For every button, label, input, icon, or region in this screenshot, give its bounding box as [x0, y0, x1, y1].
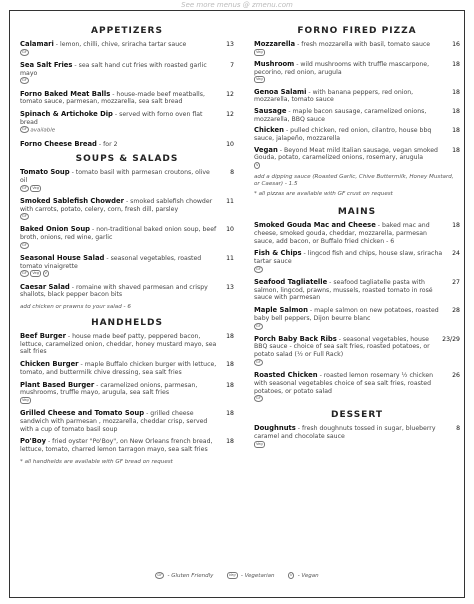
item-name: Fish & Chips [254, 249, 302, 258]
menu-item [254, 279, 460, 302]
item-name: Seasonal House Salad [20, 254, 105, 263]
dessert-section [254, 409, 460, 449]
item-price: 26 [452, 372, 460, 380]
dietary-badges [254, 76, 444, 84]
item-price: 8 [456, 425, 460, 433]
dietary-badges [254, 441, 444, 449]
item-name: Mushroom [254, 59, 295, 68]
item-description: - for 2 [96, 140, 118, 148]
item-name: Porch Baby Back Ribs [254, 334, 337, 343]
gluten-friendly-icon: GF [256, 266, 261, 271]
item-name: Spinach & Artichoke Dip [20, 109, 113, 118]
item-name: Po'Boy [20, 437, 47, 446]
menu-item [20, 198, 234, 222]
legend-v-label: - Vegan [297, 573, 319, 579]
item-price: 18 [452, 127, 460, 135]
gluten-friendly-icon: GF [22, 214, 27, 219]
gluten-friendly-icon: GF [256, 396, 261, 401]
item-price: 28 [452, 307, 460, 315]
pizza-section [254, 25, 460, 198]
menu-item [20, 382, 234, 406]
item-price: 18 [226, 438, 234, 446]
dietary-badges [254, 359, 444, 367]
watermark: See more menus @ zmenu.com [181, 1, 293, 9]
item-price: 7 [230, 61, 234, 69]
item-description: - house made beef patty, peppered bacon, lettuce, caramelized onion, cheddar, honey mustard mayo, sea salt fries [20, 333, 217, 356]
section-note: add a dipping sauce (Roasted Garlic, Chive Buttermilk, Honey Mustard, or Caesar) - 1.5 [254, 174, 454, 188]
menu-item [254, 250, 460, 274]
item-description: - lemon, chilli, chive, sriracha tartar sauce [53, 41, 187, 48]
dietary-badges [254, 162, 444, 170]
menu-item [254, 336, 460, 367]
vegetarian-icon: Veg [256, 49, 263, 54]
item-name: Tomato Soup [20, 168, 70, 177]
section-title: FORNO FIRED PIZZA [297, 26, 417, 36]
section-title: HANDHELDS [91, 318, 163, 329]
vegetarian-icon: Veg [22, 398, 29, 402]
item-name: Mozzarella [254, 40, 296, 48]
dietary-badges [20, 270, 218, 278]
menu-item [20, 410, 234, 433]
item-price: 10 [226, 226, 234, 234]
vegan-icon: V [256, 163, 259, 168]
menu-item [20, 41, 234, 57]
gluten-friendly-icon: GF [22, 78, 27, 83]
soups-salads-section [20, 153, 234, 311]
vegetarian-icon: Veg [256, 77, 263, 82]
item-description: - house-made beef meatballs, tomato sauce, parmesan, mozzarella, sea salt bread [20, 90, 205, 106]
item-price: 8 [230, 169, 234, 177]
item-name: Beef Burger [20, 332, 66, 341]
item-name: Forno Baked Meat Balls [20, 89, 111, 98]
item-description: - grilled cheese sandwich with parmesan , mozzarella, cheddar crisp, served with a cup of tomato basil soup [20, 410, 208, 433]
item-description: - seasonal vegetables, roasted tomato vinaigrette [20, 255, 202, 270]
gluten-friendly-icon: GF [157, 573, 163, 577]
gluten-friendly-icon: GF [256, 359, 261, 364]
menu-item [254, 41, 460, 57]
menu-item [254, 372, 460, 403]
menu-item [20, 62, 234, 86]
item-price: 10 [226, 140, 234, 148]
section-title: SOUPS & SALADS [75, 154, 179, 165]
item-price: 18 [452, 146, 460, 154]
item-price: 18 [226, 361, 234, 369]
item-price: 16 [452, 41, 460, 48]
item-price: 18 [226, 333, 234, 341]
vegetarian-icon: Veg [228, 573, 236, 577]
menu-item [254, 89, 460, 104]
item-price: 13 [226, 41, 234, 48]
item-name: Doughnuts [254, 424, 296, 433]
item-price: 18 [452, 222, 460, 230]
item-price: 11 [226, 197, 234, 205]
menu-item [20, 438, 234, 453]
item-name: Sausage [254, 106, 287, 115]
vegetarian-icon: Veg [32, 185, 40, 190]
legend-veg-label: - Vegetarian [240, 573, 275, 579]
menu-item [20, 169, 234, 193]
dietary-badges [254, 49, 444, 57]
dietary-badges [20, 126, 218, 135]
item-price: 23/29 [442, 335, 460, 343]
item-name: Roasted Chicken [254, 371, 318, 380]
item-price: 18 [226, 381, 234, 389]
item-price: 11 [226, 255, 234, 263]
item-description: - tomato basil with parmesan croutons, olive oil [20, 169, 210, 184]
section-title: MAINS [337, 207, 377, 218]
item-description: - baked mac and cheese, smoked gouda, cheddar, mozzarella, parmesan sauce, add bacon, or Buffalo fried chicken - 6 [254, 222, 430, 245]
dietary-badges [254, 266, 444, 274]
item-description: - maple bacon sausage, caramelized onions, mozzarella, BBQ sauce [254, 107, 427, 123]
gluten-friendly-icon: GF [22, 242, 27, 247]
item-name: Seafood Tagliatelle [254, 278, 328, 287]
menu-item [254, 222, 460, 245]
gluten-friendly-icon: GF [22, 185, 27, 190]
menu-item [20, 361, 234, 376]
right-column [254, 21, 460, 453]
menu-item [254, 307, 460, 331]
menu-item [20, 226, 234, 250]
item-price: 12 [226, 110, 234, 118]
vegan-icon: V [44, 271, 47, 276]
menu-item [254, 108, 460, 123]
dietary-badges [254, 395, 444, 403]
vegetarian-icon: Veg [256, 441, 263, 446]
item-name: Genoa Salami [254, 87, 307, 96]
item-description: - roasted lemon rosemary ½ chicken with seasonal vegetables choice of sea salt fries, roasted potatoes, or potato salad [254, 372, 434, 395]
item-price: 27 [452, 279, 460, 287]
left-column [20, 21, 234, 469]
item-name: Sea Salt Fries [20, 60, 73, 69]
menu-item [254, 147, 460, 171]
appetizers-section [20, 25, 234, 148]
availability-note: available [30, 127, 56, 134]
section-note: * all pizzas are available with GF crust on request [254, 191, 393, 198]
item-price: 12 [226, 90, 234, 98]
menu-item [20, 333, 234, 356]
item-description: - Beyond Meat mild Italian sausage, vegan smoked Gouda, potato, caramelized onions, rosemary, arugula [254, 146, 438, 162]
item-name: Maple Salmon [254, 306, 308, 315]
item-description: - lingcod fish and chips, house slaw, sriracha tartar sauce [254, 250, 443, 266]
dietary-badges [254, 323, 444, 331]
section-note: * all handhelds are available with GF bread on request [20, 458, 173, 465]
item-name: Chicken [254, 126, 284, 135]
item-name: Smoked Sablefish Chowder [20, 196, 125, 205]
legend-gf-label: - Gluten Friendly [167, 573, 214, 579]
item-name: Baked Onion Soup [20, 225, 91, 234]
item-name: Vegan [254, 145, 278, 154]
vegetarian-icon: Veg [32, 271, 40, 276]
item-description: - with banana peppers, red onion, mozzarella, tomato sauce [254, 88, 414, 104]
gluten-friendly-icon: GF [22, 49, 27, 54]
item-description: - romaine with shaved parmesan and crispy shallots, black pepper bacon bits [20, 283, 208, 299]
item-price: 18 [452, 88, 460, 96]
section-title: DESSERT [331, 410, 383, 421]
item-description: - maple Buffalo chicken burger with lettuce, tomato, and buttermilk chive dressing, sea salt fries [20, 361, 217, 376]
gluten-friendly-icon: GF [256, 323, 261, 328]
menu-item [254, 127, 460, 142]
item-price: 18 [452, 107, 460, 115]
item-description: - wild mushrooms with truffle mascarpone, pecorino, red onion, arugula [254, 60, 430, 76]
gluten-friendly-icon: GF [22, 271, 27, 276]
item-description: - fresh doughnuts tossed in sugar, blueberry caramel and chocolate sauce [254, 425, 436, 441]
dietary-badges [20, 242, 218, 250]
dietary-badges [20, 213, 218, 221]
item-description: - maple salmon on new potatoes, roasted baby bell peppers, Dijon beurre blanc [254, 307, 439, 322]
vegan-icon: V [289, 573, 293, 577]
item-description: - served with forno oven flat bread [20, 110, 203, 126]
handhelds-section [20, 317, 234, 466]
item-price: 18 [226, 410, 234, 418]
dietary-badges [20, 397, 218, 405]
item-name: Forno Cheese Bread [20, 139, 97, 148]
dietary-badges [20, 49, 218, 57]
dietary-badges [20, 77, 218, 85]
menu-item [20, 111, 234, 136]
item-description: - sea salt hand cut fries with roasted garlic mayo [20, 61, 207, 77]
item-name: Caesar Salad [20, 282, 70, 291]
dietary-badges [20, 185, 218, 193]
section-title: APPETIZERS [91, 26, 163, 36]
gluten-friendly-icon: GF [22, 127, 27, 132]
menu-item [254, 425, 460, 449]
item-description: - caramelized onions, parmesan, mushrooms, truffle mayo, arugula, sea salt fries [20, 381, 198, 397]
item-name: Chicken Burger [20, 360, 79, 369]
item-description: - smoked sablefish chowder with carrots, potato, celery, corn, fresh dill, parsley [20, 197, 213, 213]
item-name: Plant Based Burger [20, 380, 95, 389]
item-description: - non-traditional baked onion soup, beef broth, onions, red wine, garlic [20, 226, 217, 242]
item-price: 13 [226, 283, 234, 291]
menu-item [20, 255, 234, 279]
menu-item [20, 91, 234, 106]
mains-section [254, 206, 460, 403]
section-note: add chicken or prawns to your salad - 6 [20, 304, 131, 311]
item-price: 18 [452, 60, 460, 68]
menu-sheet [9, 10, 465, 598]
item-description: - seasonal vegetables, house BBQ sauce - choice of sea salt fries, roasted potatoes, or potato salad (½ or Full Rack) [254, 335, 430, 359]
menu-item [20, 141, 234, 149]
item-name: Grilled Cheese and Tomato Soup [20, 409, 145, 418]
item-name: Smoked Gouda Mac and Cheese [254, 221, 376, 230]
item-price: 24 [452, 250, 460, 258]
menu-item [20, 284, 234, 299]
menu-item [254, 61, 460, 85]
item-description: - fresh mozzarella with basil, tomato sauce [295, 41, 431, 48]
legend [0, 572, 474, 579]
item-name: Calamari [20, 40, 54, 48]
item-description: - pulled chicken, red onion, cilantro, house bbq sauce, jalapeño, mozzarella [254, 127, 432, 143]
item-description: - seafood tagliatelle pasta with salmon, lingcod, prawns, mussels, roasted tomato in rosé sauce with parmesan [254, 279, 433, 302]
item-description: - fried oyster "Po'Boy", on New Orleans french bread, lettuce, tomato, charred lemon tarragon mayo, sea salt fries [20, 438, 213, 454]
